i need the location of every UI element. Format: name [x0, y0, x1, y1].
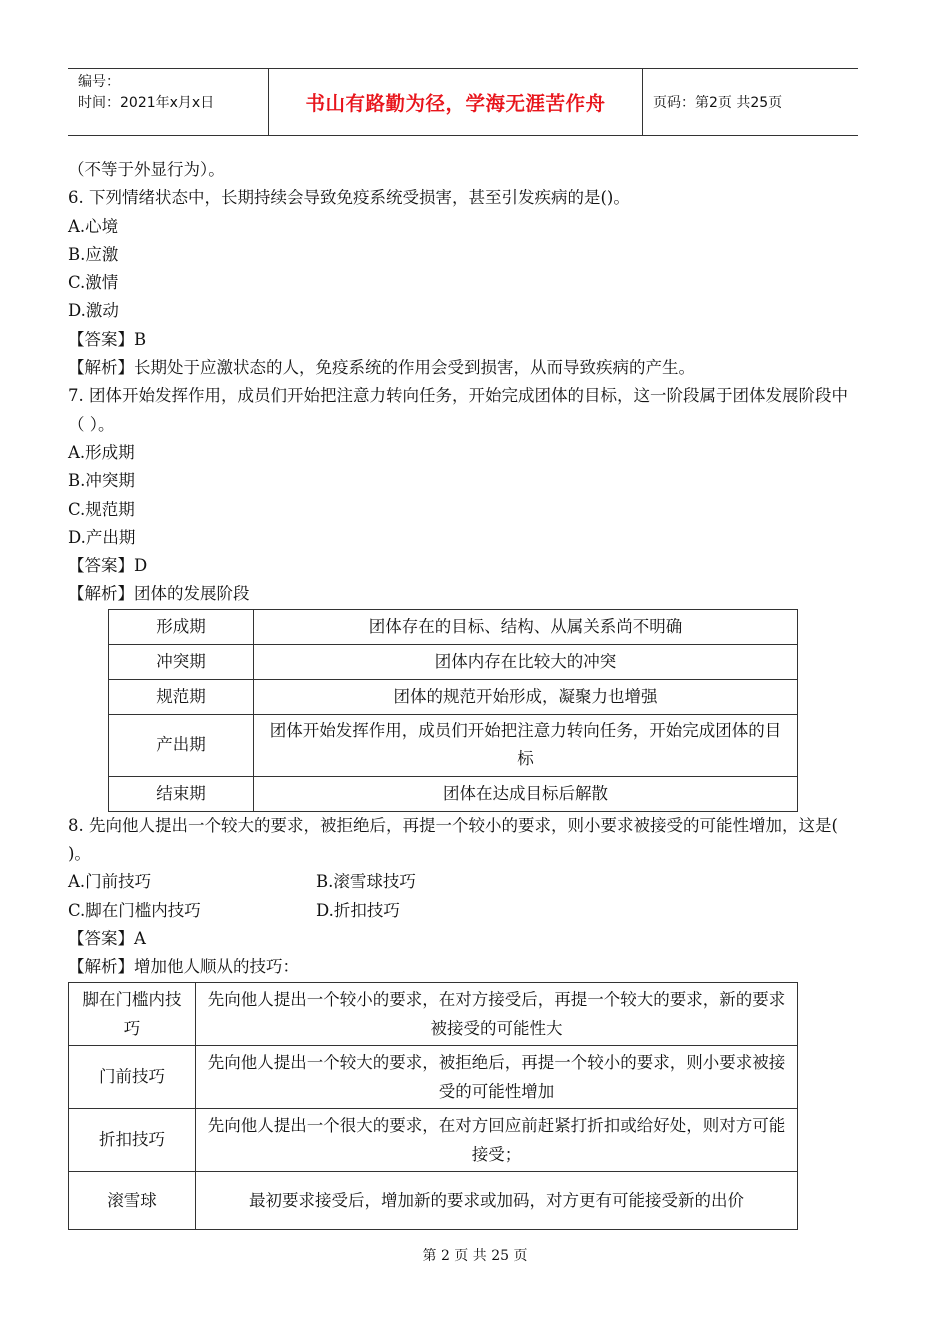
- table-row: [109, 714, 798, 776]
- page-header: [68, 68, 858, 136]
- option-b: B.滚雪球技巧: [316, 872, 416, 892]
- table-cell-desc: 团体开始发挥作用，成员们开始把注意力转向任务，开始完成团体的目标: [254, 714, 798, 776]
- table-row: [69, 1108, 798, 1171]
- table-cell-desc: 团体在达成目标后解散: [254, 776, 798, 811]
- table-cell-name: 脚在门槛内技巧: [69, 982, 196, 1045]
- table-cell-stage: 产出期: [109, 714, 254, 776]
- document-number-label: 编号：: [78, 74, 120, 90]
- option-a: A.形成期: [68, 442, 135, 462]
- answer: 【答案】A: [68, 928, 146, 948]
- table-cell-desc: 先向他人提出一个较大的要求，被拒绝后，再提一个较小的要求，则小要求被接受的可能性增加: [196, 1045, 798, 1108]
- option-d: D.产出期: [68, 527, 136, 547]
- table-cell-desc: 团体存在的目标、结构、从属关系尚不明确: [254, 609, 798, 644]
- text-line: （不等于外显行为）。: [68, 160, 225, 179]
- table-cell-desc: 团体内存在比较大的冲突: [254, 644, 798, 679]
- table-cell-name: 折扣技巧: [69, 1108, 196, 1171]
- table-cell-stage: 冲突期: [109, 644, 254, 679]
- table-cell-stage: 规范期: [109, 679, 254, 714]
- explanation: 【解析】长期处于应激状态的人，免疫系统的作用会受到损害，从而导致疾病的产生。: [68, 358, 695, 378]
- table-row: [109, 644, 798, 679]
- table-cell-desc: 最初要求接受后，增加新的要求或加码，对方更有可能接受新的出价: [196, 1171, 798, 1229]
- document-body: [68, 156, 863, 1230]
- footer-page-number: 第 2 页 共 25 页: [422, 1248, 528, 1264]
- table-row: [69, 1171, 798, 1229]
- option-c: C.激情: [68, 273, 119, 293]
- table-cell-name: 门前技巧: [69, 1045, 196, 1108]
- question-7: 7. 团体开始发挥作用，成员们开始把注意力转向任务，开始完成团体的目标，这一阶段属于团体发展阶段中（ ）。: [68, 386, 848, 434]
- compliance-technique-table: [68, 982, 798, 1230]
- page-footer: [0, 1245, 950, 1265]
- option-a: A.心境: [68, 216, 119, 236]
- option-c: C.规范期: [68, 499, 135, 519]
- table-row: [109, 609, 798, 644]
- options-row: [68, 868, 863, 896]
- group-stage-table: [108, 609, 798, 812]
- option-b: B.冲突期: [68, 471, 135, 491]
- option-d: D.激动: [68, 301, 119, 321]
- option-d: D.折扣技巧: [316, 900, 400, 920]
- answer: 【答案】B: [68, 329, 147, 349]
- table-cell-desc: 团体的规范开始形成，凝聚力也增强: [254, 679, 798, 714]
- table-row: [69, 982, 798, 1045]
- explanation: 【解析】团体的发展阶段: [68, 584, 250, 604]
- table-row: [109, 679, 798, 714]
- options-row: [68, 897, 863, 925]
- table-cell-desc: 先向他人提出一个很大的要求，在对方回应前赶紧打折扣或给好处，则对方可能接受；: [196, 1108, 798, 1171]
- header-meta: [68, 69, 269, 135]
- option-b: B.应激: [68, 244, 119, 264]
- table-cell-stage: 形成期: [109, 609, 254, 644]
- table-row: [69, 1045, 798, 1108]
- question-8: 8. 先向他人提出一个较大的要求，被拒绝后，再提一个较小的要求，则小要求被接受的可能性增加，这是( )。: [68, 815, 838, 864]
- header-page-number: 页码：第2页 共25页: [653, 95, 783, 111]
- option-c: C.脚在门槛内技巧: [68, 900, 201, 920]
- table-cell-stage: 结束期: [109, 776, 254, 811]
- question-6: 6. 下列情绪状态中，长期持续会导致免疫系统受损害，甚至引发疾病的是()。: [68, 188, 630, 208]
- table-row: [109, 776, 798, 811]
- table-cell-name: 滚雪球: [69, 1171, 196, 1229]
- answer: 【答案】D: [68, 556, 148, 576]
- table-cell-desc: 先向他人提出一个较小的要求，在对方接受后，再提一个较大的要求，新的要求被接受的可能性大: [196, 982, 798, 1045]
- option-a: A.门前技巧: [68, 872, 152, 892]
- explanation: 【解析】增加他人顺从的技巧：: [68, 957, 299, 977]
- header-motto: 书山有路勤为径，学海无涯苦作舟: [269, 69, 643, 135]
- document-time-label: 时间：2021年x月x日: [78, 95, 215, 111]
